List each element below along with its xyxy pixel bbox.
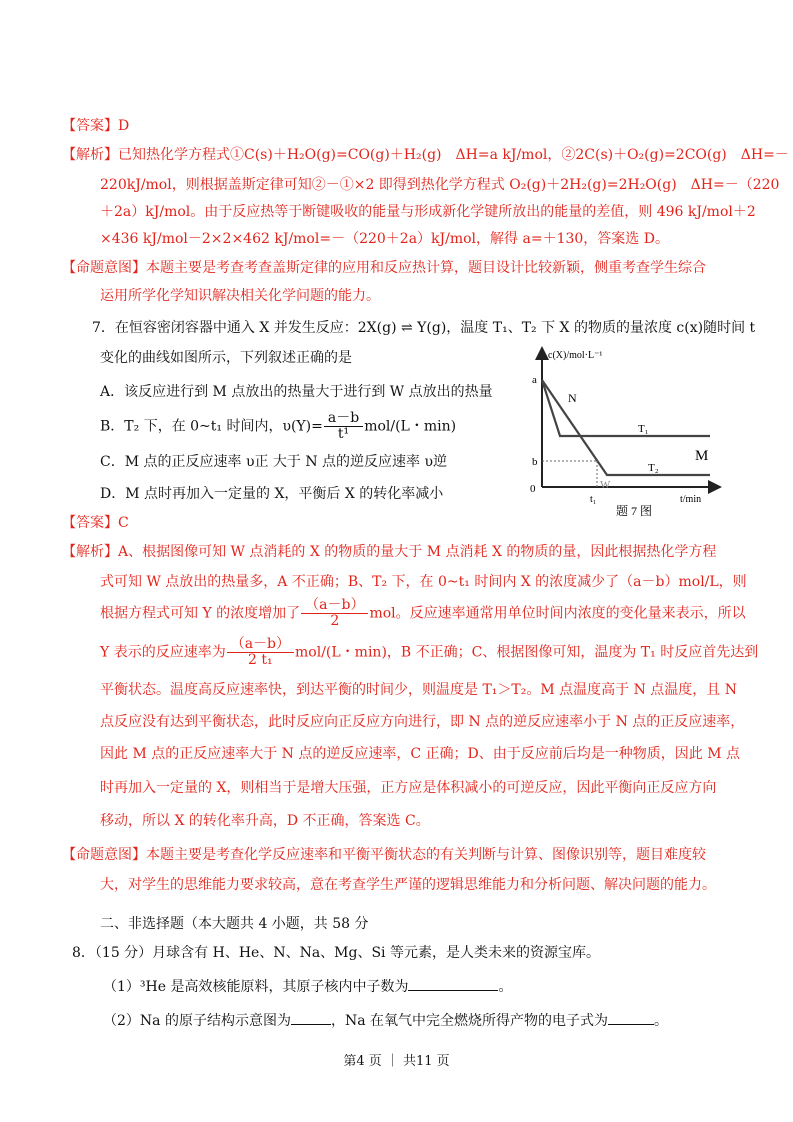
analysis-fraction [301, 598, 368, 629]
answer-blank[interactable] [608, 1010, 654, 1025]
period: 。 [498, 979, 513, 995]
answer-blank[interactable] [291, 1010, 331, 1025]
q7-option-c: C．M 点的正反应速率 υ正 大于 N 点的逆反应速率 υ逆 [100, 454, 448, 470]
fraction-numerator: （a－b） [301, 598, 368, 614]
q7-option-d: D．M 点时再加入一定量的 X，平衡后 X 的转化率减小 [100, 486, 444, 502]
fraction-numerator: （a－b） [227, 637, 294, 653]
analysis-text: mol。反应速率通常用单位时间内浓度的变化量来表示，所以 [369, 605, 746, 622]
q7-analysis-line [100, 637, 758, 668]
q6-answer: 【答案】D [62, 118, 130, 134]
label-t1-curve: T₁ [638, 423, 649, 435]
option-b-unit: mol/(L・min) [364, 418, 457, 435]
q7-analysis-line: 因此 M 点的正反应速率大于 N 点的逆反应速率，C 正确；D、由于反应前后均是一种物质，因此 M 点 [100, 746, 741, 762]
period: 。 [654, 1013, 669, 1029]
q7-intent-line: 【命题意图】本题主要是考查化学反应速率和平衡平衡状态的有关判断与计算、图像识别等，题目难度较 [62, 847, 706, 863]
q7-analysis-line: 平衡状态。温度高反应速率快，到达平衡的时间少，则温度是 T₁＞T₂。M 点温度高于 N 点温度，且 N [100, 682, 737, 698]
q8-stem: 8．（15 分）月球含有 H、He、N、Na、Mg、Si 等元素，是人类未来的资源宝库。 [72, 945, 600, 961]
fraction-numerator: a－b [324, 411, 363, 427]
q7-analysis-line: 时再加入一定量的 X，则相当于是增大压强，正方应是体积减小的可逆反应，因此平衡向正反应方向 [100, 780, 717, 796]
q7-analysis-line: 【解析】A、根据图像可知 W 点消耗的 X 的物质的量大于 M 点消耗 X 的物质的量，因此根据热化学方程 [62, 544, 717, 560]
label-b: b [532, 456, 538, 468]
page-footer: 第4 页 ｜ 共11 页 [343, 1054, 450, 1069]
section-heading: 二、非选择题（本大题共 4 小题，共 58 分 [100, 916, 369, 932]
q7-analysis-line [100, 598, 746, 629]
analysis-text: mol/(L・min)，B 不正确；C、根据图像可知，温度为 T₁ 时反应首先达到 [295, 644, 759, 661]
label-n: N [568, 391, 577, 405]
q7-stem-line: 变化的曲线如图所示，下列叙述正确的是 [100, 350, 352, 366]
analysis-fraction [227, 637, 294, 668]
label-m: M [695, 448, 709, 464]
analysis-text: Y 表示的反应速率为 [100, 644, 226, 661]
label-origin: 0 [530, 483, 536, 495]
q7-answer: 【答案】C [62, 515, 129, 531]
q6-intent-line: 运用所学化学知识解决相关化学问题的能力。 [100, 288, 380, 304]
fraction-denominator: t¹ [337, 426, 350, 442]
t1-curve [542, 380, 710, 436]
q6-analysis-line: 【解析】已知热化学方程式①C(s)＋H₂O(g)=CO(g)＋H₂(g) ΔH=a kJ/mol，②2C(s)＋O₂(g)=2CO(g) ΔH=－ [62, 147, 789, 163]
q7-option-a: A．该反应进行到 M 点放出的热量大于进行到 W 点放出的热量 [100, 384, 493, 400]
part-1-text: （1）³He 是高效核能原料，其原子核内中子数为 [103, 979, 409, 995]
analysis-text: 根据方程式可知 Y 的浓度增加了 [100, 605, 301, 622]
fraction-denominator: 2 [330, 613, 340, 629]
option-b-fraction [324, 411, 363, 442]
figure-caption: 题 7 图 [616, 504, 653, 518]
y-axis-label: c(X)/mol·L⁻¹ [548, 350, 603, 361]
q7-stem-line: 7．在恒容密闭容器中通入 X 并发生反应：2X(g) ⇌ Y(g)，温度 T₁、T₂ 下 X 的物质的量浓度 c(x)随时间 t [92, 320, 756, 336]
x-axis-label: t/min [680, 494, 702, 505]
q6-analysis-line: ＋2a）kJ/mol。由于反应热等于断键吸收的能量与形成新化学键所放出的能量的差值，则 496 kJ/mol＋2 [100, 204, 756, 220]
option-b-text: B．T₂ 下，在 0~t₁ 时间内，υ(Y)= [100, 418, 323, 435]
q8-part-1 [103, 976, 512, 996]
q7-intent-line: 大，对学生的思维能力要求较高，意在考查学生严谨的逻辑思维能力和分析问题、解决问题的能力。 [100, 877, 716, 893]
q7-option-b [100, 411, 456, 442]
label-t2-curve: T₂ [648, 462, 659, 474]
q7-analysis-line: 式可知 W 点放出的热量多，A 不正确；B、T₂ 下，在 0~t₁ 时间内 X 的浓度减少了（a－b）mol/L，则 [100, 574, 747, 590]
part-2-text: ，Na 在氧气中完全燃烧所得产物的电子式为 [330, 1013, 609, 1029]
label-w: W [600, 479, 611, 491]
q7-analysis-line: 移动，所以 X 的转化率升高，D 不正确，答案选 C。 [100, 813, 430, 829]
q7-analysis-line: 点反应没有达到平衡状态，此时反应向正反应方向进行，即 N 点的逆反应速率小于 N 点的正反应速率， [100, 714, 745, 730]
q6-analysis-line: 220kJ/mol，则根据盖斯定律可知②－①×2 即得到热化学方程式 O₂(g)＋2H₂(g)=2H₂O(g) ΔH=－（220 [100, 177, 780, 193]
q6-intent-line: 【命题意图】本题主要是考查考查盖斯定律的应用和反应热计算，题目设计比较新颖，侧重考查学生综合 [62, 260, 706, 276]
fraction-denominator: 2 t₁ [248, 652, 273, 668]
answer-blank[interactable] [408, 976, 498, 991]
label-a: a [532, 374, 537, 386]
part-2-text: （2）Na 的原子结构示意图为 [103, 1013, 291, 1029]
label-t1-tick: t₁ [590, 494, 597, 505]
q7-figure [520, 340, 730, 520]
q6-analysis-line: ×436 kJ/mol－2×2×462 kJ/mol=－（220＋2a）kJ/mol，解得 a=＋130，答案选 D。 [100, 231, 669, 247]
q8-part-2 [103, 1010, 668, 1030]
